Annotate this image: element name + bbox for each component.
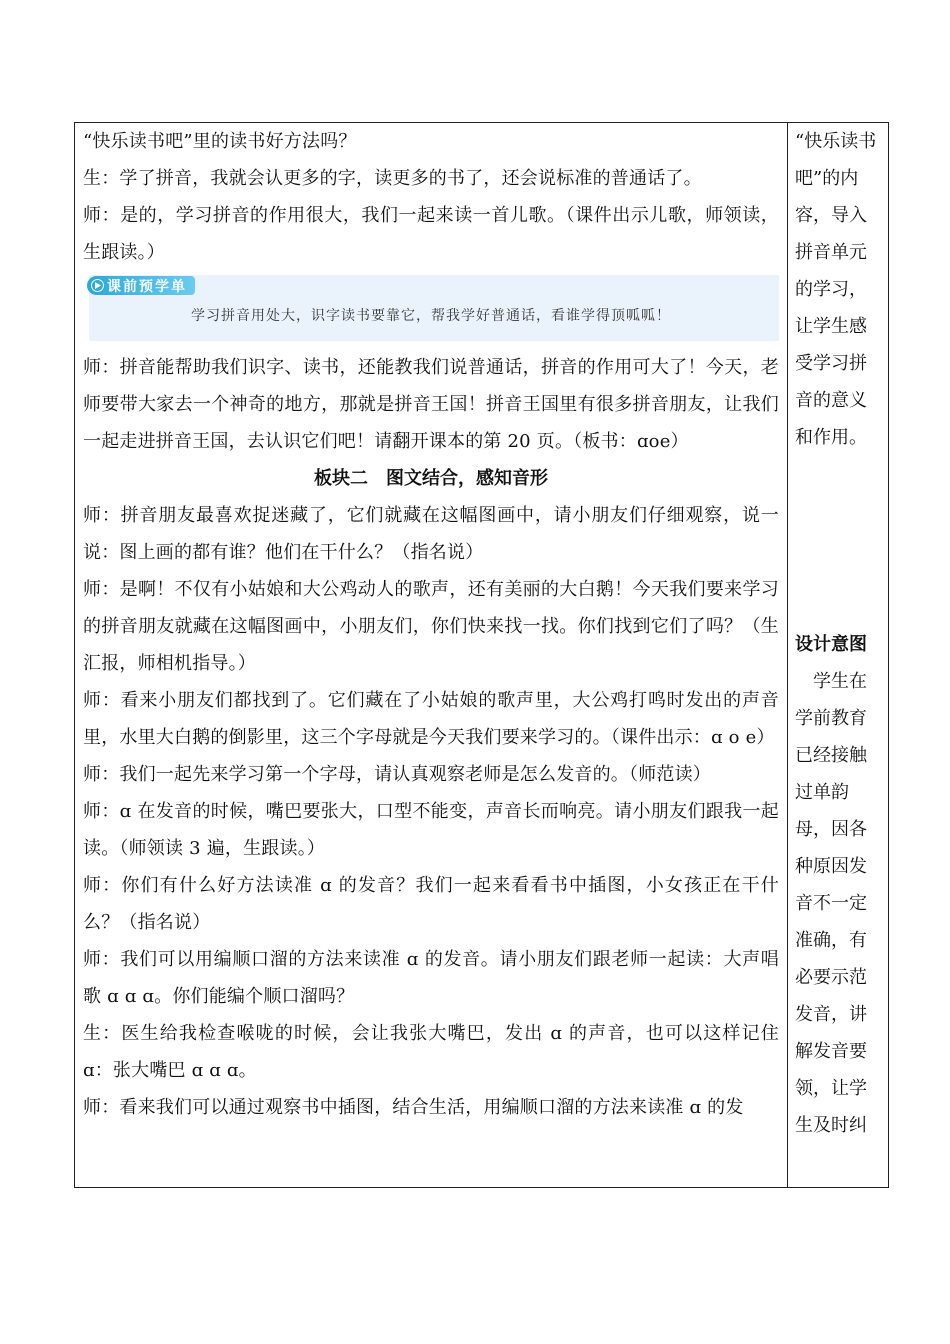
section-heading: 板块二 图文结合，感知音形: [314, 468, 548, 489]
design-notes-column: [795, 123, 883, 1144]
design-intent-heading: 设计意图: [795, 634, 867, 655]
banner-rhyme-text: 学习拼音用处大，识字读书要靠它，帮我学好普通话，看谁学得顶呱呱！: [191, 308, 671, 324]
paragraph: 师：看来我们可以通过观察书中插图，结合生活，用编顺口溜的方法来读准 ɑ 的发: [83, 1097, 744, 1118]
paragraph: 师：是的，学习拼音的作用很大，我们一起来读一首儿歌。（课件出示儿歌，师领读，生跟读。）: [83, 205, 779, 263]
paragraph: 师：我们可以用编顺口溜的方法来读准 ɑ 的发音。请小朋友们跟老师一起读：大声唱歌 ɑ ɑ ɑ。你们能编个顺口溜吗？: [83, 949, 779, 1007]
paragraph: “快乐读书吧”里的读书好方法吗？: [83, 131, 357, 152]
banner-title: 课前预学单: [107, 278, 187, 295]
paragraph: 师：拼音能帮助我们识字、读书，还能教我们说普通话，拼音的作用可大了！今天，老师要带大家去一个神奇的地方，那就是拼音王国！拼音王国里有很多拼音朋友，让我们一起走进拼音王国，去认识它们吧！请翻开课本的第 20 页。（板书：ɑoe）: [83, 357, 779, 452]
paragraph: 师：看来小朋友们都找到了。它们藏在了小姑娘的歌声里，大公鸡打鸣时发出的声音里，水里大白鹅的倒影里，这三个字母就是今天我们要来学习的。（课件出示：ɑ o e）: [83, 690, 779, 748]
design-intent-text: 学生在学前教育已经接触过单韵母，因各种原因发音不一定准确，有必要示范发音，讲解发音要领，让学生及时纠: [795, 671, 867, 1136]
banner-tab: [87, 276, 195, 295]
paragraph: 师：你们有什么好方法读准 ɑ 的发音？我们一起来看看书中插图，小女孩正在干什么？（指名说）: [83, 875, 779, 933]
lesson-content-column: [83, 123, 779, 1126]
play-circle-icon: [91, 279, 104, 292]
paragraph: 师：ɑ 在发音的时候，嘴巴要张大，口型不能变，声音长而响亮。请小朋友们跟我一起读。（师领读 3 遍，生跟读。）: [83, 801, 779, 859]
preview-sheet-banner: [83, 275, 779, 345]
lesson-table: [74, 122, 889, 1188]
paragraph: 师：拼音朋友最喜欢捉迷藏了，它们就藏在这幅图画中，请小朋友们仔细观察，说一说：图上画的都有谁？他们在干什么？（指名说）: [83, 505, 779, 563]
paragraph: 生：学了拼音，我就会认更多的字，读更多的书了，还会说标准的普通话了。: [83, 168, 702, 189]
column-divider: [787, 123, 788, 1187]
paragraph: 师：我们一起先来学习第一个字母，请认真观察老师是怎么发音的。（师范读）: [83, 764, 711, 785]
paragraph: 生：医生给我检查喉咙的时候，会让我张大嘴巴，发出 ɑ 的声音，也可以这样记住 ɑ：张大嘴巴 ɑ ɑ ɑ。: [83, 1023, 779, 1081]
side-note-intro: “快乐读书吧”的内容，导入拼音单元的学习，让学生感受学习拼音的意义和作用。: [795, 131, 877, 448]
paragraph: 师：是啊！不仅有小姑娘和大公鸡动人的歌声，还有美丽的大白鹅！今天我们要来学习的拼音朋友就藏在这幅图画中，小朋友们，你们快来找一找。你们找到它们了吗？（生汇报，师相机指导。）: [83, 579, 779, 674]
